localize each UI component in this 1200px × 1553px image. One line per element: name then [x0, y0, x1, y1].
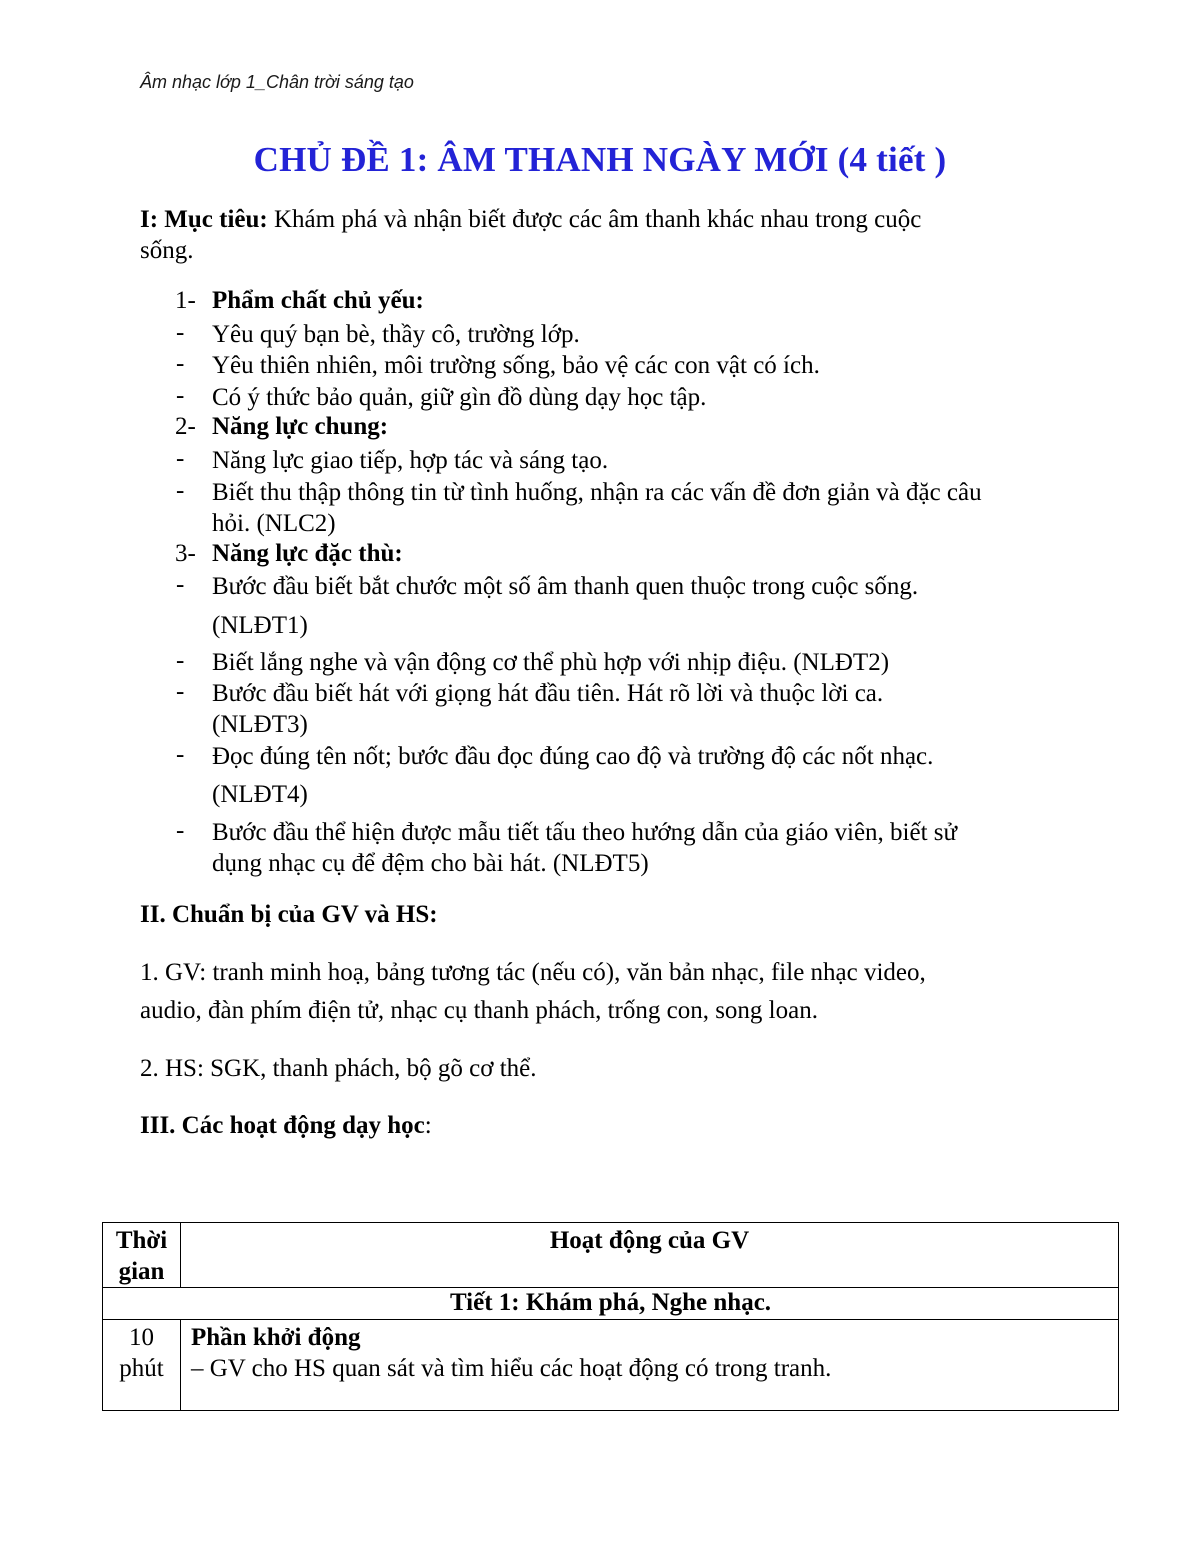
section2-number: 2-: [175, 413, 196, 440]
time-cell: [103, 1320, 181, 1411]
bullet-dash: -: [176, 647, 185, 674]
bullet-dash: -: [176, 678, 185, 705]
bullet-dash: -: [176, 571, 185, 598]
lesson-title-cell: Tiết 1: Khám phá, Nghe nhạc.: [103, 1288, 1119, 1320]
prep-hs-line: 2. HS: SGK, thanh phách, bộ gõ cơ thể.: [140, 1055, 537, 1082]
section2-bullet: Năng lực giao tiếp, hợp tác và sáng tạo.: [212, 447, 609, 474]
page-header: Âm nhạc lớp 1_Chân trời sáng tạo: [140, 72, 414, 92]
section3-bullet: Biết lắng nghe và vận động cơ thể phù hợp với nhịp điệu. (NLĐT2): [212, 649, 890, 676]
activity-column-header: Hoạt động của GV: [181, 1223, 1119, 1288]
bullet-dash: -: [176, 350, 185, 377]
section3-bullet: Bước đầu biết bắt chước một số âm thanh quen thuộc trong cuộc sống.: [212, 573, 919, 600]
section3-bullet-continuation: (NLĐT3): [212, 711, 308, 738]
activity-title: Phần khởi động: [191, 1324, 361, 1351]
section3-bullet: Bước đầu thể hiện được mẫu tiết tấu theo hướng dẫn của giáo viên, biết sử: [212, 819, 958, 846]
time-column-header: [103, 1223, 181, 1288]
section3-bullet-continuation: dụng nhạc cụ để đệm cho bài hát. (NLĐT5): [212, 850, 649, 877]
time-value: 10: [129, 1324, 154, 1351]
objective-paragraph: [140, 204, 1040, 266]
section1-bullet: Yêu quý bạn bè, thầy cô, trường lớp.: [212, 321, 580, 348]
time-header-line1: Thời: [115, 1227, 168, 1254]
section1-title: Phẩm chất chủ yếu:: [212, 287, 424, 314]
activities-heading: [140, 1110, 432, 1141]
section2-title: Năng lực chung:: [212, 413, 389, 440]
section3-title: Năng lực đặc thù:: [212, 540, 403, 567]
activities-heading-colon: :: [424, 1112, 432, 1139]
activities-heading-text: III. Các hoạt động dạy học: [140, 1112, 425, 1139]
section3-bullet-continuation: (NLĐT4): [212, 781, 308, 808]
section3-number: 3-: [175, 540, 196, 567]
time-unit: phút: [119, 1355, 164, 1382]
time-header-line2: gian: [118, 1258, 165, 1285]
section2-bullet-continuation: hỏi. (NLC2): [212, 510, 336, 537]
section1-bullet: Yêu thiên nhiên, môi trường sống, bảo vệ các con vật có ích.: [212, 352, 820, 379]
bullet-dash: -: [176, 817, 185, 844]
section3-bullet: Bước đầu biết hát với giọng hát đầu tiên. Hát rõ lời và thuộc lời ca.: [212, 680, 884, 707]
bullet-dash: -: [176, 382, 185, 409]
lesson-plan-table: [102, 1222, 1119, 1411]
table-row: [103, 1320, 1119, 1411]
activity-text: ‒ GV cho HS quan sát và tìm hiểu các hoạt động có trong tranh.: [191, 1355, 832, 1382]
objective-text-line1: Khám phá và nhận biết được các âm thanh khác nhau trong cuộc: [274, 206, 922, 233]
prep-gv-line1: 1. GV: tranh minh hoạ, bảng tương tác (nếu có), văn bản nhạc, file nhạc video,: [140, 959, 926, 986]
bullet-dash: -: [176, 477, 185, 504]
section1-bullet: Có ý thức bảo quản, giữ gìn đồ dùng dạy học tập.: [212, 384, 707, 411]
section2-bullet: Biết thu thập thông tin từ tình huống, nhận ra các vấn đề đơn giản và đặc câu: [212, 479, 982, 506]
bullet-dash: -: [176, 741, 185, 768]
document-title: CHỦ ĐỀ 1: ÂM THANH NGÀY MỚI (4 tiết ): [253, 140, 947, 179]
activity-cell: [181, 1320, 1119, 1411]
prep-heading: II. Chuẩn bị của GV và HS:: [140, 901, 438, 928]
section3-bullet-continuation: (NLĐT1): [212, 612, 308, 639]
section1-number: 1-: [175, 287, 196, 314]
prep-gv-line2: audio, đàn phím điện tử, nhạc cụ thanh phách, trống con, song loan.: [140, 997, 818, 1024]
objective-text-line2: sống.: [140, 237, 194, 264]
objective-label: I: Mục tiêu:: [140, 206, 268, 233]
lesson-title-row: [103, 1288, 1119, 1320]
section3-bullet: Đọc đúng tên nốt; bước đầu đọc đúng cao độ và trường độ các nốt nhạc.: [212, 743, 934, 770]
table-header-row: [103, 1223, 1119, 1288]
bullet-dash: -: [176, 319, 185, 346]
bullet-dash: -: [176, 445, 185, 472]
